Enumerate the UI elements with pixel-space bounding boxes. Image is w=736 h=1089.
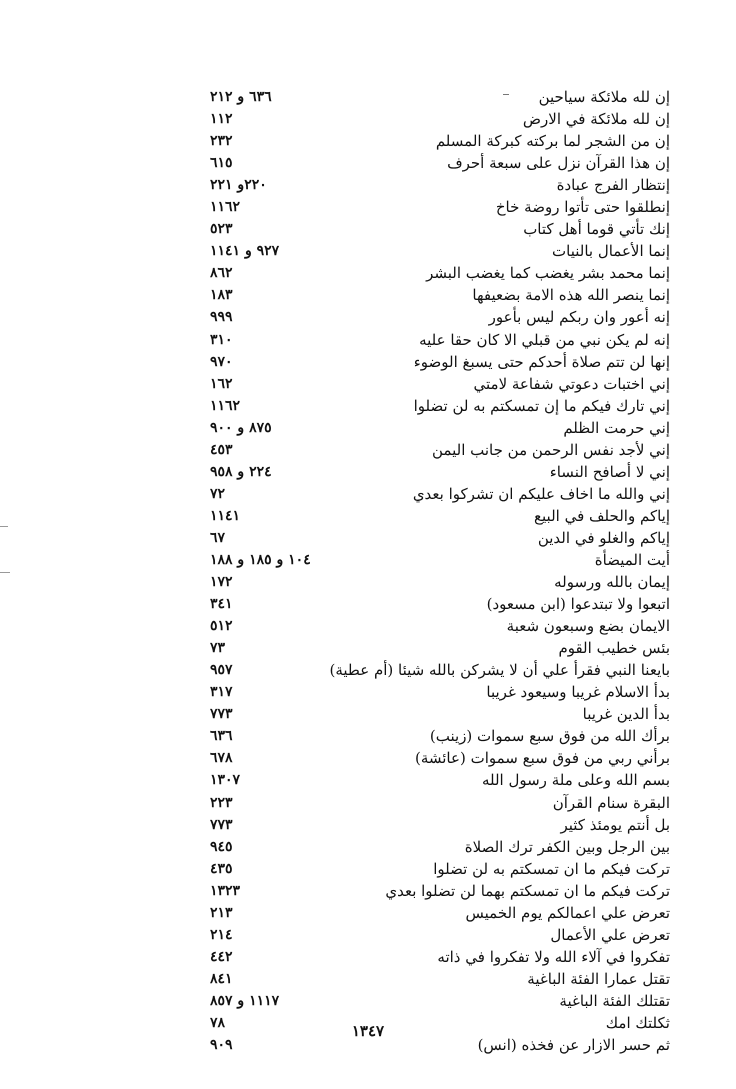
page-reference: ٢٢٤ و ٩٥٨ xyxy=(210,463,272,480)
hadith-text: تقتل عمارا الفئة الباغية xyxy=(527,969,670,988)
page-reference: ٧٧٣ xyxy=(210,816,233,833)
hadith-text: تعرض علي اعمالكم يوم الخميس xyxy=(465,903,670,922)
index-entry xyxy=(210,836,670,858)
index-entry xyxy=(210,924,670,946)
index-entry xyxy=(210,218,670,240)
page-reference: ٧٧٣ xyxy=(210,706,233,723)
index-entry xyxy=(210,461,670,483)
index-entry xyxy=(210,769,670,791)
page-number: ١٣٤٧ xyxy=(351,1022,385,1040)
index-entry xyxy=(210,196,670,218)
hadith-text: إنها لن تتم صلاة أحدكم حتى يسبغ الوضوء xyxy=(413,352,670,371)
index-entry xyxy=(210,240,670,262)
index-entry xyxy=(210,615,670,637)
hadith-text: ثم حسر الازار عن فخذه (انس) xyxy=(477,1036,670,1055)
page-reference: ٨٦٢ xyxy=(210,265,233,282)
page-reference: ٦٧٨ xyxy=(210,750,233,767)
index-entry xyxy=(210,880,670,902)
page-reference: ١١٦٢ xyxy=(210,199,241,216)
index-entry xyxy=(210,792,670,814)
page-reference: ١٧٢ xyxy=(210,574,233,591)
index-entry xyxy=(210,593,670,615)
index-entry xyxy=(210,527,670,549)
hadith-text: بل أنتم يومئذ كثير xyxy=(560,815,670,834)
hadith-text: إن هذا القرآن نزل على سبعة أحرف xyxy=(447,154,670,173)
index-entry xyxy=(210,395,670,417)
index-entry xyxy=(210,417,670,439)
index-entry xyxy=(210,549,670,571)
index-entry xyxy=(210,946,670,968)
page-reference: ٣١٧ xyxy=(210,684,233,701)
page-reference: ٩٧٠ xyxy=(210,353,233,370)
hadith-text: برأك الله من فوق سبع سموات (زينب) xyxy=(429,727,670,746)
margin-mark xyxy=(0,526,8,527)
hadith-text: تركت فيكم ما ان تمسكتم بهما لن تضلوا بعدي xyxy=(385,881,670,900)
index-entry xyxy=(210,725,670,747)
page-reference: ٥٢٣ xyxy=(210,221,233,238)
index-entry xyxy=(210,130,670,152)
page-reference: ١٣٢٣ xyxy=(210,882,241,899)
hadith-text: إن لله ملائكة سياحين xyxy=(538,88,670,106)
hadith-text: تقتلك الفئة الباغية xyxy=(559,991,670,1010)
index-entry xyxy=(210,968,670,990)
hadith-text: بدأ الاسلام غريبا وسيعود غريبا xyxy=(486,683,670,702)
hadith-text: إياكم والحلف في البيع xyxy=(534,506,670,525)
page-reference: ٧٢ xyxy=(210,485,226,502)
page-reference: ٦٣٦ و ٢١٢ xyxy=(210,89,272,105)
index-entry xyxy=(210,108,670,130)
hadith-text: إياكم والغلو في الدين xyxy=(537,528,670,547)
hadith-text: تركت فيكم ما ان تمسكتم به لن تضلوا xyxy=(433,859,670,878)
hadith-text: إن لله ملائكة في الارض xyxy=(522,110,670,129)
hadith-text: إنه لم يكن نبي من قبلي الا كان حقا عليه xyxy=(419,330,670,349)
index-entry xyxy=(210,439,670,461)
page-reference: ٩٢٧ و ١١٤١ xyxy=(210,243,280,260)
index-entry xyxy=(210,483,670,505)
hadith-text: إيمان بالله ورسوله xyxy=(554,573,670,592)
index-entry xyxy=(210,373,670,395)
index-entry xyxy=(210,990,670,1012)
hadith-text: إني لا أصافح النساء xyxy=(549,462,670,481)
index-entry xyxy=(210,571,670,593)
hadith-text: إنما محمد بشر يغضب كما يغضب البشر xyxy=(426,264,670,283)
page-reference: ٢١٣ xyxy=(210,904,233,921)
index-entry xyxy=(210,681,670,703)
index-entry xyxy=(210,306,670,328)
hadith-text: برأني ربي من فوق سبع سموات (عائشة) xyxy=(414,749,670,768)
page-reference: ٩٤٥ xyxy=(210,838,233,855)
page-reference: ١١٤١ xyxy=(210,507,241,524)
page-reference: ٢٢٣ xyxy=(210,794,233,811)
hadith-text: إني والله ما اخاف عليكم ان تشركوا بعدي xyxy=(412,484,670,503)
hadith-text: ثكلتك امك xyxy=(605,1013,670,1032)
index-entry xyxy=(210,902,670,924)
index-entry xyxy=(210,747,670,769)
page-reference: ١٦٢ xyxy=(210,375,233,392)
page-reference: ٩٩٩ xyxy=(210,309,233,326)
page-reference: ١١١٧ و ٨٥٧ xyxy=(210,992,280,1009)
hadith-text: اتبعوا ولا تبتدعوا (ابن مسعود) xyxy=(486,595,670,614)
page-reference: ٧٨ xyxy=(210,1014,226,1031)
hadith-text: إنما الأعمال بالنيات xyxy=(552,242,670,261)
index-entry xyxy=(210,814,670,836)
page-reference: ١٠٤ و ١٨٥ و ١٨٨ xyxy=(210,551,311,568)
hadith-text: إني لأجد نفس الرحمن من جانب اليمن xyxy=(432,440,670,459)
hadith-text: إنطلقوا حتى تأتوا روضة خاخ xyxy=(495,198,670,217)
page-reference: ١١٦٢ xyxy=(210,397,241,414)
hadith-text: إن من الشجر لما بركته كبركة المسلم xyxy=(435,132,670,151)
page-reference: ٤٥٣ xyxy=(210,441,233,458)
hadith-text: تعرض علي الأعمال xyxy=(550,925,670,944)
hadith-text: بئس خطيب القوم xyxy=(558,639,670,658)
page-reference: ١٣٠٧ xyxy=(210,772,241,789)
page-reference: ٨٧٥ و ٩٠٠ xyxy=(210,419,272,436)
hadith-text: إني تارك فيكم ما إن تمسكتم به لن تضلوا xyxy=(413,396,670,415)
page-reference: ٢١٤ xyxy=(210,926,233,943)
page-reference: ٩٥٧ xyxy=(210,662,233,679)
page-reference: ٣١٠ xyxy=(210,331,233,348)
hadith-index-list xyxy=(210,86,670,1056)
hadith-text: إني اختبات دعوتي شفاعة لامتي xyxy=(473,374,670,393)
page-reference: ٦٣٦ xyxy=(210,728,233,745)
page-reference: ٣٤١ xyxy=(210,596,233,613)
hadith-text: البقرة سنام القرآن xyxy=(552,793,670,812)
index-entry xyxy=(210,284,670,306)
margin-mark xyxy=(0,572,10,573)
hadith-text: أيت الميضأة xyxy=(594,550,670,569)
page-reference: ٥١٢ xyxy=(210,618,233,635)
hadith-text: تفكروا في آلاء الله ولا تفكروا في ذاته xyxy=(437,947,670,966)
index-entry xyxy=(210,858,670,880)
page-reference: ٨٤١ xyxy=(210,970,233,987)
hadith-text: الايمان بضع وسبعون شعبة xyxy=(506,617,670,636)
index-entry xyxy=(210,174,670,196)
page-reference: ٢٣٢ xyxy=(210,133,233,150)
index-entry xyxy=(210,152,670,174)
index-entry xyxy=(210,703,670,725)
index-entry xyxy=(210,637,670,659)
hadith-text: إنه أعور وان ربكم ليس بأعور xyxy=(488,308,670,327)
hadith-text: بدأ الدين غريبا xyxy=(582,705,670,724)
index-entry xyxy=(210,659,670,681)
page-reference: ٤٣٥ xyxy=(210,860,233,877)
index-entry xyxy=(210,329,670,351)
hadith-text: إنما ينصر الله هذه الامة بضعيفها xyxy=(472,286,670,305)
page-reference: ٧٣ xyxy=(210,640,226,657)
index-entry xyxy=(210,86,670,108)
hadith-text: بين الرجل وبين الكفر ترك الصلاة xyxy=(464,837,670,856)
page-reference: ١٨٣ xyxy=(210,287,233,304)
index-entry xyxy=(210,505,670,527)
page-reference: ١١٢ xyxy=(210,111,233,128)
index-entry xyxy=(210,351,670,373)
hadith-text: إنتظار الفرج عبادة xyxy=(556,176,670,195)
page-reference: ٢٢٠و ٢٢١ xyxy=(210,177,267,194)
page-reference: ٩٠٩ xyxy=(210,1037,233,1054)
page-reference: ٦٧ xyxy=(210,529,226,546)
page-reference: ٤٤٢ xyxy=(210,948,233,965)
hadith-text: إنك تأتي قوما أهل كتاب xyxy=(523,220,670,239)
hadith-text: بايعنا النبي فقرأ علي أن لا يشركن بالله شيئا (أم عطية) xyxy=(329,661,670,680)
index-entry xyxy=(210,262,670,284)
hadith-text: بسم الله وعلى ملة رسول الله xyxy=(481,771,670,790)
page-reference: ٦١٥ xyxy=(210,155,233,172)
hadith-text: إني حرمت الظلم xyxy=(563,418,670,437)
